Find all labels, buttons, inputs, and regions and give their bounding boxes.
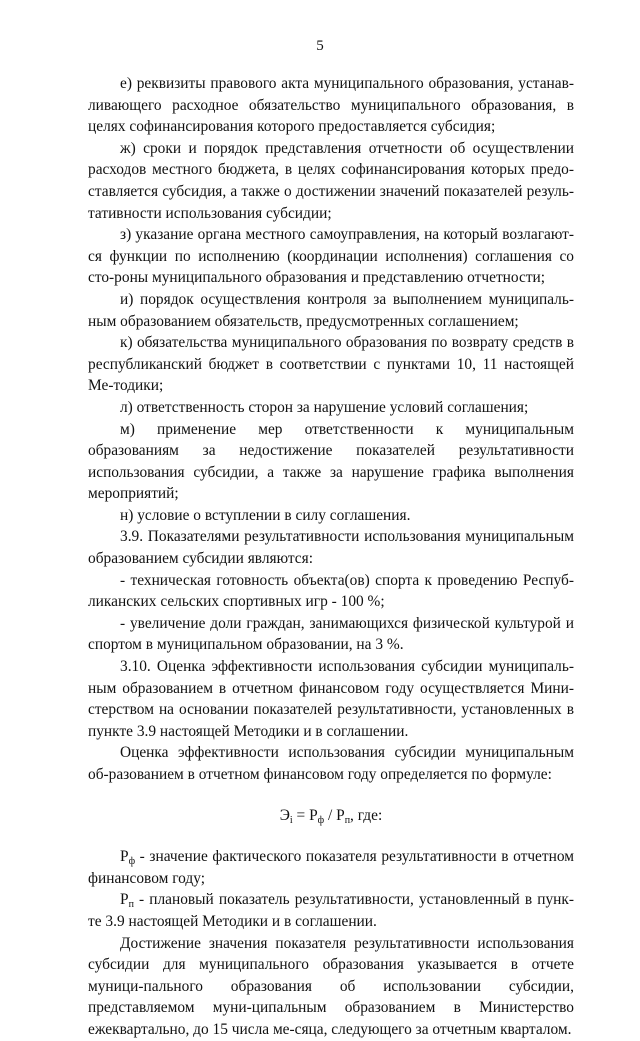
paragraph-3-9: 3.9. Показателями результативности использования муниципальным образованием субсидии являются: — [88, 528, 574, 568]
formula-div: / — [324, 806, 337, 824]
formula-p1-sub: ф — [317, 814, 325, 826]
paragraph-i: и) порядок осуществления контроля за выполнением муниципаль-ным образованием обязательств, предусмотренных соглашением; — [88, 290, 574, 330]
paragraph-3-10: 3.10. Оценка эффективности использования субсидии муниципаль-ным образованием в отчетном финансовом году осуществляется Мини-стерством на основании показателей результативности, установленных в пункте 3.9 настоящей Методики и в соглашении. — [88, 658, 574, 740]
paragraph-closing: Достижение значения показателя результативности использования субсидии для муниципального образования указывается в отчете муници-пального образования об использовании субсидии, представляемом муни-ципальным образованием в Министерство ежеквартально, до 15 числа ме-сяца, следующего за отчетным кварталом. — [88, 934, 574, 1038]
formula-lhs: Э — [279, 806, 290, 824]
formula-p2: Р — [336, 806, 345, 824]
formula-tail: , где: — [350, 806, 383, 824]
indicator-share: - увеличение доли граждан, занимающихся физической культурой и спортом в муниципальном образовании, на 3 %. — [88, 614, 574, 654]
definition-actual-sub: ф — [128, 856, 136, 868]
definition-actual-text: - значение фактического показателя результативности в отчетном финансовом году; — [88, 848, 574, 887]
definition-planned-sub: п — [128, 899, 134, 911]
document-body — [88, 73, 574, 1041]
paragraph-m: м) применение мер ответственности к муниципальным образованиям за недостижение показателей результативности использования субсидии, а также за нарушение графика выполнения мероприятий; — [88, 420, 574, 503]
formula-p2-sub: п — [344, 814, 351, 826]
formula-lhs-sub: i — [289, 814, 293, 826]
definition-planned-symbol: Р — [120, 891, 129, 909]
paragraph-n: н) условие о вступлении в силу соглашения. — [120, 506, 411, 524]
efficiency-formula — [88, 805, 574, 827]
paragraph-k: к) обязательства муниципального образования по возврату средств в республиканский бюджет в соответствии с пунктами 10, 11 настоящей Ме-тодики; — [88, 334, 574, 395]
indicator-readiness: - техническая готовность объекта(ов) спорта к проведению Респуб-ликанских сельских спортивных игр - 100 %; — [88, 571, 574, 611]
page-number: 5 — [316, 38, 324, 54]
paragraph-l: л) ответственность сторон за нарушение условий соглашения; — [120, 398, 529, 416]
formula-eq: = — [292, 806, 310, 824]
formula-p1: Р — [309, 806, 318, 824]
paragraph-formula-intro: Оценка эффективности использования субсидии муниципальным об-разованием в отчетном финансовом году определяется по формуле: — [88, 744, 574, 783]
paragraph-e: е) реквизиты правового акта муниципального образования, устанав-ливающего расходное обязательство муниципального образования, в целях софинансирования которого предоставляется субсидия; — [88, 75, 574, 136]
paragraph-z: з) указание органа местного самоуправления, на который возлагают-ся функции по исполнению (координации исполнения) соглашения со сто-роны муниципального образования и представлению отчетности; — [88, 226, 574, 287]
definition-planned-text: - плановый показатель результативности, установленный в пунк-те 3.9 настоящей Методики и в соглашении. — [88, 891, 574, 930]
definition-planned — [88, 889, 574, 932]
definition-actual — [88, 846, 574, 889]
paragraph-zh: ж) сроки и порядок представления отчетности об осуществлении расходов местного бюджета, в целях софинансирования которых предо-ставляется субсидия, а также о достижении значений показателей резуль-тативности использования субсидии; — [88, 139, 574, 222]
definition-actual-symbol: Р — [120, 848, 129, 866]
